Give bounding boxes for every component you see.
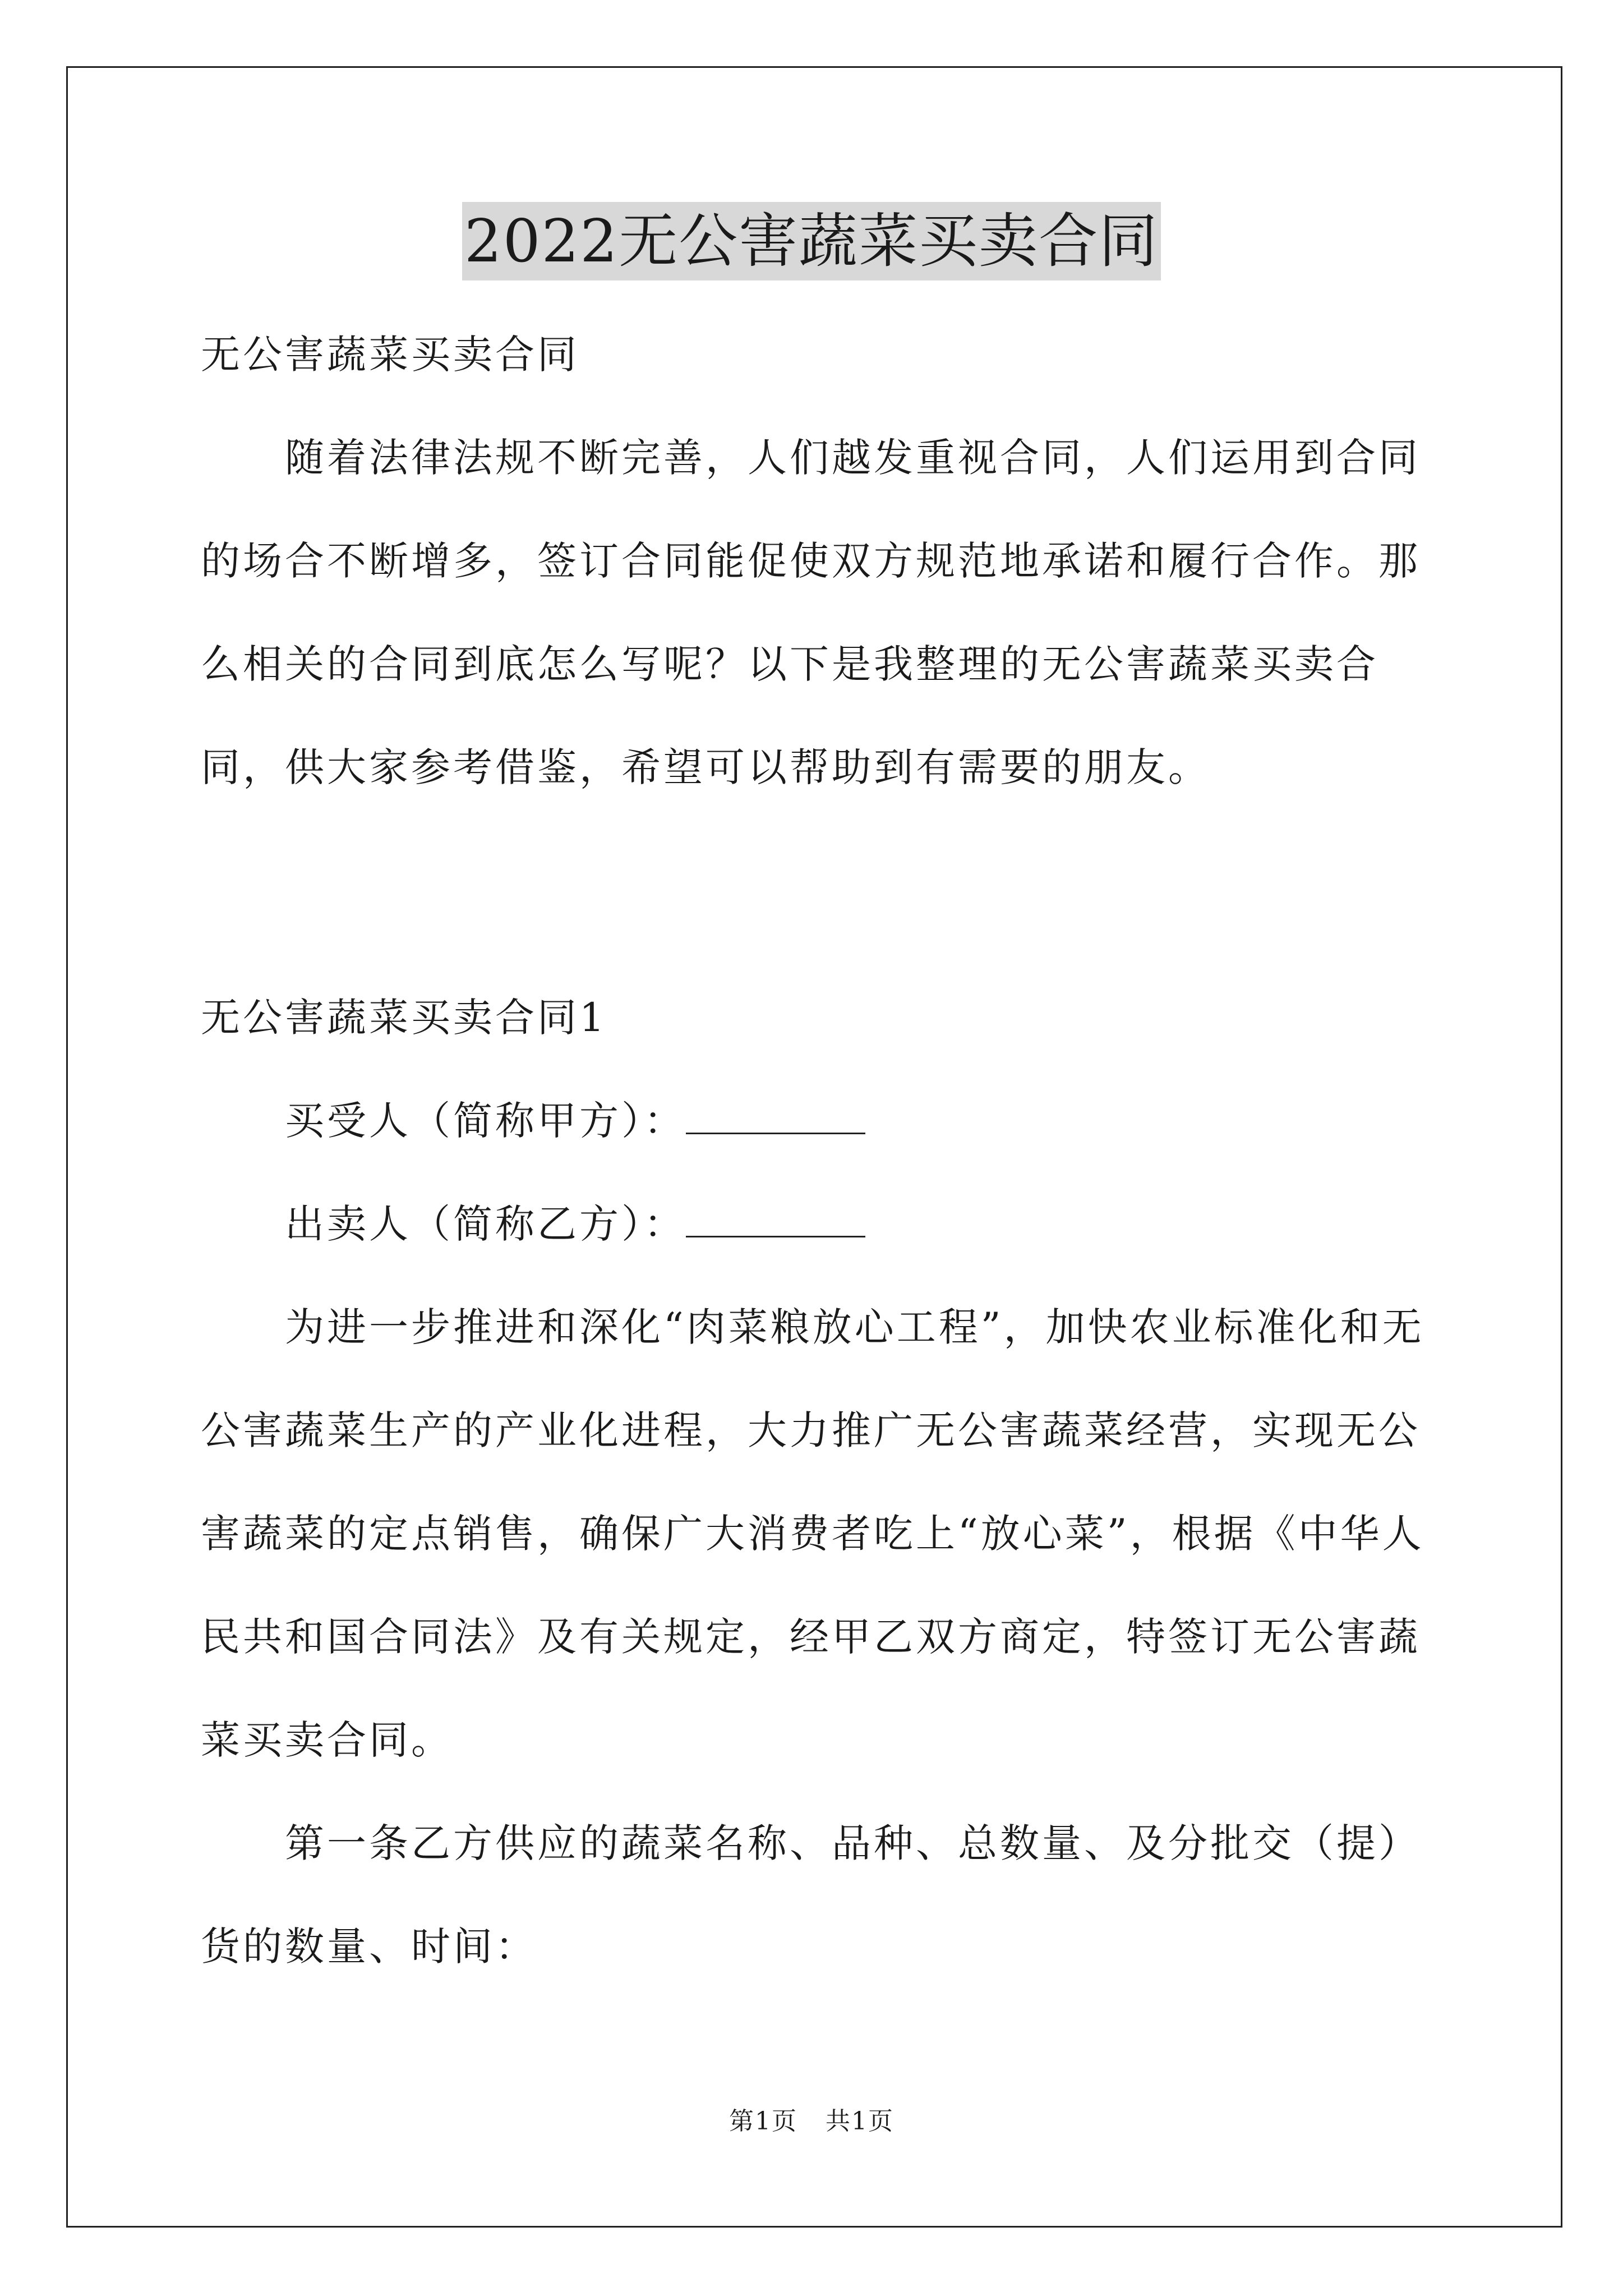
subtitle: 无公害蔬菜买卖合同 (201, 332, 579, 378)
section-heading: 无公害蔬菜买卖合同1 (201, 995, 607, 1041)
intro-block (201, 406, 1432, 819)
footer-total-pages: 共1页 (826, 2107, 894, 2136)
contract-block (201, 966, 1432, 1998)
intro-paragraph: 随着法律法规不断完善，人们越发重视合同，人们运用到合同的场合不断增多，签订合同能促使双方规范地承诺和履行合作。那么相关的合同到底怎么写呢？以下是我整理的无公害蔬菜买卖合同，供大家参考借鉴，希望可以帮助到有需要的朋友。 (201, 435, 1421, 790)
page-footer (0, 2101, 1623, 2137)
footer-page-number: 第1页 (729, 2107, 797, 2136)
preamble-paragraph: 为进一步推进和深化“肉菜粮放心工程”，加快农业标准化和无公害蔬菜生产的产业化进程，大力推广无公害蔬菜经营，实现无公害蔬菜的定点销售，确保广大消费者吃上“放心菜”，根据《中华人民共和国合同法》及有关规定，经甲乙双方商定，特签订无公害蔬菜买卖合同。 (201, 1304, 1424, 1763)
party-a-line (201, 1069, 1432, 1172)
party-a-blank (686, 1093, 865, 1134)
subtitle-block (201, 303, 1432, 406)
article-1-paragraph: 第一条乙方供应的蔬菜名称、品种、总数量、及分批交（提）货的数量、时间： (201, 1820, 1421, 1970)
party-a-label: 买受人（简称甲方）： (285, 1098, 686, 1144)
document-title: 2022无公害蔬菜买卖合同 (462, 202, 1161, 280)
party-b-blank (686, 1197, 865, 1237)
party-b-label: 出卖人（简称乙方）： (285, 1201, 686, 1247)
title-wrap (0, 202, 1623, 280)
party-b-line (201, 1172, 1432, 1276)
